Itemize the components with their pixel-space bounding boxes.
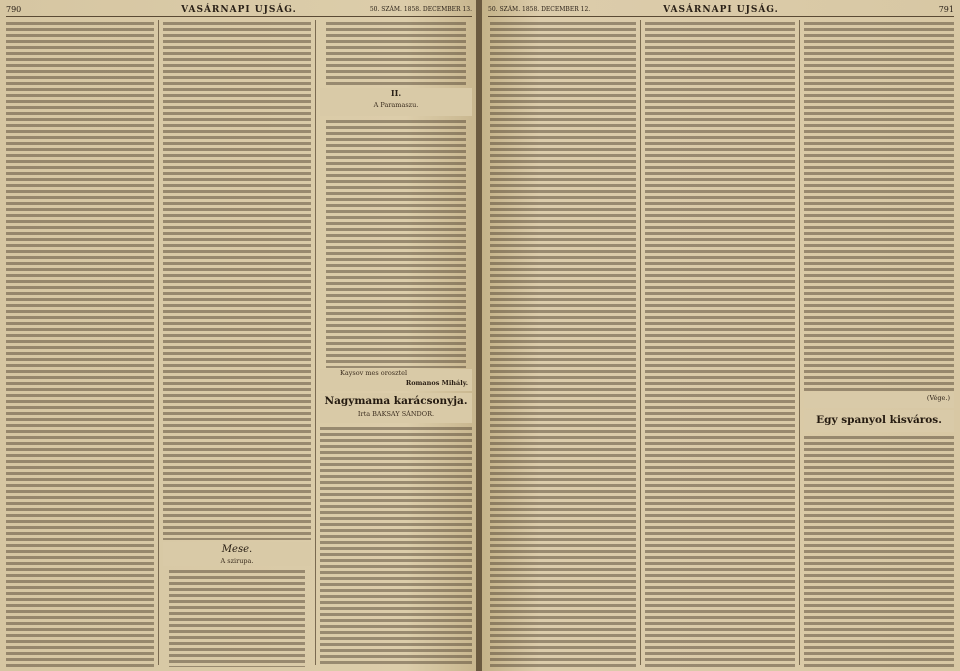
right-page-number: 791: [938, 5, 954, 14]
text-block: [645, 20, 795, 667]
left-column-2: [163, 20, 311, 667]
left-page-header: [6, 4, 472, 17]
signature-note: Kaysov mes orosztel: [340, 369, 408, 377]
right-column-1: [490, 20, 636, 667]
article-end-note: (Vége.): [926, 394, 950, 402]
column-rule: [640, 20, 641, 665]
text-block: [804, 20, 954, 392]
right-page-header: [488, 4, 954, 17]
story-author: Irta BAKSAY SÁNDOR.: [357, 410, 435, 418]
poem-text: [326, 118, 466, 368]
text-block: [320, 425, 472, 667]
left-issue-line: 50. SZÁM. 1858. DECEMBER 13.: [369, 6, 472, 13]
right-column-3: [804, 20, 954, 667]
right-running-title: VASÁRNAPI UJSÁG.: [663, 5, 779, 15]
text-block: [6, 20, 154, 667]
poem-subtitle: A szirupa.: [220, 557, 254, 565]
article-title: Egy spanyol kisváros.: [804, 414, 954, 426]
right-page: [482, 0, 960, 671]
poem-text: [169, 568, 305, 667]
poem-title: Mese.: [163, 544, 311, 555]
text-block: [163, 20, 311, 540]
story-title: Nagymama karácsonyja.: [320, 395, 472, 407]
section-heading: II.: [390, 88, 402, 98]
left-column-3: [320, 20, 472, 667]
text-block: [804, 434, 954, 667]
left-page: [0, 0, 478, 671]
left-column-1: [6, 20, 154, 667]
right-issue-line: 50. SZÁM. 1858. DECEMBER 12.: [488, 6, 591, 13]
column-rule: [158, 20, 159, 665]
right-column-2: [645, 20, 795, 667]
left-page-number: 790: [6, 5, 22, 14]
left-running-title: VASÁRNAPI UJSÁG.: [181, 5, 297, 15]
column-rule: [315, 20, 316, 665]
poem-text: [326, 20, 466, 86]
section-subtitle: A Paramaszu.: [373, 101, 419, 109]
column-rule: [799, 20, 800, 665]
text-block: [490, 20, 636, 667]
author-signature: Romanos Mihály.: [405, 379, 468, 387]
